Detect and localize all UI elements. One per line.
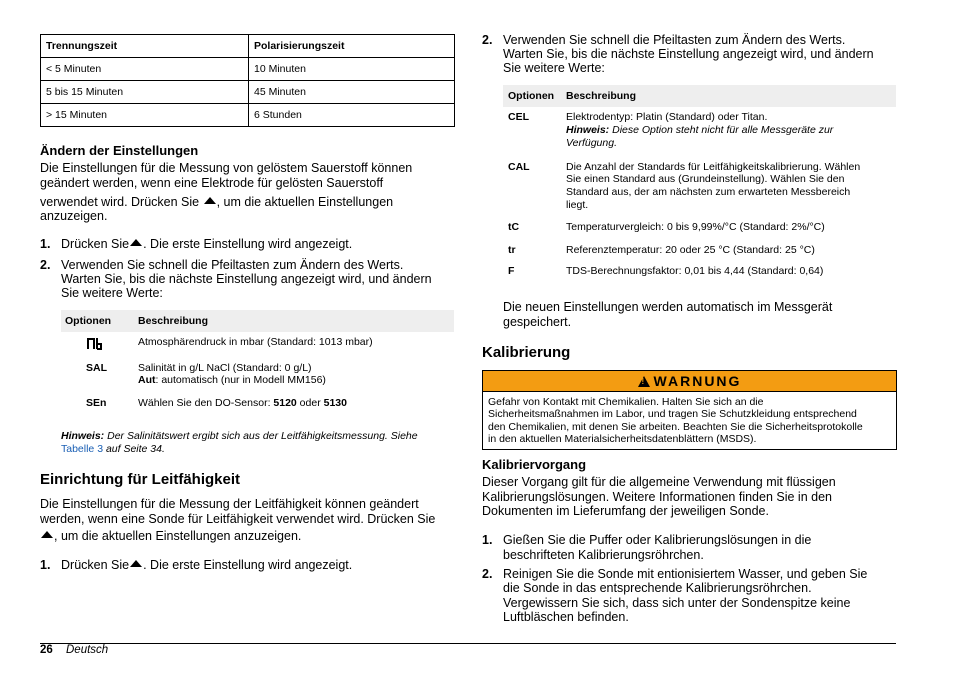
note xyxy=(61,443,165,456)
page-number: 26 xyxy=(40,644,53,656)
options-table-header xyxy=(61,310,454,332)
warning-text: Sicherheitsmaßnahmen im Labor, und tragen Sie Schutzkleidung entsprechend xyxy=(488,408,857,420)
step-text: beschrifteten Kalibrierungsröhrchen. xyxy=(503,548,704,562)
table-cell: 5 bis 15 Minuten xyxy=(41,81,249,104)
text: Drücken Sie xyxy=(61,558,130,572)
option-desc xyxy=(138,374,326,387)
text: . Die erste Einstellung wird angezeigt. xyxy=(143,558,353,572)
warning-triangle-icon xyxy=(638,376,650,387)
paragraph-line: geändert werden, wenn eine Elektrode für gelösten Sauerstoff xyxy=(40,176,384,190)
section-heading: Einrichtung für Leitfähigkeit xyxy=(40,471,241,488)
option-note: Verfügung. xyxy=(566,137,617,149)
step-text: Sie weitere Werte: xyxy=(503,61,605,75)
text: : automatisch (nur in Modell MM156) xyxy=(155,374,326,386)
column-header: Optionen xyxy=(65,315,112,327)
step-number: 1. xyxy=(40,237,51,251)
note-label: Hinweis: xyxy=(61,430,105,442)
up-arrow-key-icon xyxy=(41,531,53,538)
paragraph-line: gespeichert. xyxy=(503,315,572,329)
table-header: Trennungszeit xyxy=(41,35,249,58)
column-header: Optionen xyxy=(508,90,555,102)
option-code: tr xyxy=(508,244,516,256)
step-text: die Sonde in das entsprechende Kalibrierungsröhrchen. xyxy=(503,581,812,595)
paragraph-line xyxy=(40,195,393,210)
option-desc xyxy=(138,397,347,410)
option-code: tC xyxy=(508,221,520,233)
table-cell: 45 Minuten xyxy=(249,81,455,104)
section-heading: Kalibrierung xyxy=(482,344,571,361)
warning-text: den Chemikalien, mit denen Sie arbeiten. Beachten Sie die Sicherheitsprotokolle xyxy=(488,421,863,433)
option-desc: liegt. xyxy=(566,199,589,211)
options-table-header xyxy=(503,85,896,107)
text: 5120 xyxy=(273,397,297,409)
option-desc: Sie einen Standard aus (Grundeinstellung). Wählen Sie den xyxy=(566,173,845,185)
step-text: Warten Sie, bis die nächste Einstellung angezeigt wird, und ändern xyxy=(503,47,874,61)
option-desc: Atmosphärendruck in mbar (Standard: 1013 mbar) xyxy=(138,336,373,348)
step-text xyxy=(61,237,352,252)
pb-display-symbol-icon xyxy=(86,337,103,350)
step-text: Verwenden Sie schnell die Pfeiltasten zum Ändern des Werts. xyxy=(503,33,846,47)
step-number: 2. xyxy=(482,33,493,47)
paragraph-line: Die Einstellungen für die Messung der Leitfähigkeit können geändert xyxy=(40,497,419,511)
text: , um die aktuellen Einstellungen xyxy=(216,195,394,209)
option-code: SEn xyxy=(86,397,107,409)
up-arrow-key-icon xyxy=(204,197,216,204)
step-number: 2. xyxy=(482,567,493,581)
table-link[interactable]: Tabelle 3 xyxy=(61,443,104,455)
step-text: Gießen Sie die Puffer oder Kalibrierungslösungen in die xyxy=(503,533,812,547)
text: . Die erste Einstellung wird angezeigt. xyxy=(143,237,353,251)
footer-language: Deutsch xyxy=(66,644,109,656)
paragraph-line: Kalibrierungslösungen. Weitere Informationen finden Sie in den xyxy=(482,490,832,504)
step-text: Warten Sie, bis die nächste Einstellung angezeigt wird, und ändern xyxy=(61,272,432,286)
option-code: CAL xyxy=(508,161,530,173)
note xyxy=(61,430,418,443)
warning-title: WARNUNG xyxy=(653,373,742,389)
table-header: Polarisierungszeit xyxy=(249,35,455,58)
warning-text: in den aktuellen Materialsicherheitsdatenblättern (MSDS). xyxy=(488,433,757,445)
text: verwendet wird. Drücken Sie xyxy=(40,195,200,209)
table-cell: < 5 Minuten xyxy=(41,58,249,81)
option-desc: Temperaturvergleich: 0 bis 9,99%/°C (Standard: 2%/°C) xyxy=(566,221,825,233)
step-text: Sie weitere Werte: xyxy=(61,286,163,300)
up-arrow-key-icon xyxy=(130,239,142,246)
option-desc: Referenztemperatur: 20 oder 25 °C (Standard: 25 °C) xyxy=(566,244,815,256)
option-desc: Elektrodentyp: Platin (Standard) oder Titan. xyxy=(566,111,768,123)
text: Diese Option steht nicht für alle Messgeräte zur xyxy=(609,124,834,136)
column-header: Beschreibung xyxy=(138,315,209,327)
paragraph-line: werden, wenn eine Sonde für Leitfähigkeit verwendet wird. Drücken Sie xyxy=(40,512,436,526)
option-code: SAL xyxy=(86,362,107,374)
option-code: F xyxy=(508,265,515,277)
step-number: 1. xyxy=(482,533,493,547)
step-text xyxy=(61,558,352,573)
step-text: Reinigen Sie die Sonde mit entionisiertem Wasser, und geben Sie xyxy=(503,567,868,581)
paragraph-line: Dieser Vorgang gilt für die allgemeine Verwendung mit flüssigen xyxy=(482,475,836,489)
table-cell: 6 Stunden xyxy=(249,104,455,127)
column-header: Beschreibung xyxy=(566,90,637,102)
warning-text: Gefahr von Kontakt mit Chemikalien. Halten Sie sich an die xyxy=(488,396,764,408)
option-desc: Standard aus, der am nächsten zum erwarteten Messbereich xyxy=(566,186,851,198)
step-number: 1. xyxy=(40,558,51,572)
paragraph-line: Die neuen Einstellungen werden automatisch im Messgerät xyxy=(503,300,833,314)
option-code: CEL xyxy=(508,111,529,123)
text: auf Seite 34. xyxy=(103,443,165,455)
footer-divider xyxy=(40,643,896,644)
text: Aut xyxy=(138,374,156,386)
time-table xyxy=(40,34,455,127)
text: Der Salinitätswert ergibt sich aus der Leitfähigkeitsmessung. Siehe xyxy=(104,430,418,442)
note-label: Hinweis: xyxy=(566,124,610,136)
text: Drücken Sie xyxy=(61,237,130,251)
warning-header xyxy=(483,371,896,392)
step-text: Luftbläschen befinden. xyxy=(503,610,629,624)
paragraph-line: Dokumenten im Lieferumfang der jeweiligen Sonde. xyxy=(482,504,769,518)
option-desc: Salinität in g/L NaCl (Standard: 0 g/L) xyxy=(138,362,312,374)
warning-box xyxy=(482,370,897,450)
table-cell: > 15 Minuten xyxy=(41,104,249,127)
step-text: Verwenden Sie schnell die Pfeiltasten zum Ändern des Werts. xyxy=(61,258,404,272)
option-desc: Die Anzahl der Standards für Leitfähigkeitskalibrierung. Wählen xyxy=(566,161,861,173)
text: , um die aktuellen Einstellungen anzuzeigen. xyxy=(54,529,302,543)
option-note xyxy=(566,124,833,137)
text: oder xyxy=(296,397,324,409)
subsection-heading: Kalibriervorgang xyxy=(482,457,587,472)
text: Wählen Sie den DO-Sensor: xyxy=(138,397,274,409)
paragraph-line: Die Einstellungen für die Messung von gelöstem Sauerstoff können xyxy=(40,161,413,175)
up-arrow-key-icon xyxy=(130,560,142,567)
paragraph-line xyxy=(40,529,301,544)
step-number: 2. xyxy=(40,258,51,272)
paragraph-line: anzuzeigen. xyxy=(40,209,108,223)
option-desc: TDS-Berechnungsfaktor: 0,01 bis 4,44 (Standard: 0,64) xyxy=(566,265,824,277)
text: 5130 xyxy=(323,397,347,409)
table-cell: 10 Minuten xyxy=(249,58,455,81)
step-text: Vergewissern Sie sich, dass sich unter der Sondenspitze keine xyxy=(503,596,851,610)
section-heading: Ändern der Einstellungen xyxy=(40,143,199,158)
